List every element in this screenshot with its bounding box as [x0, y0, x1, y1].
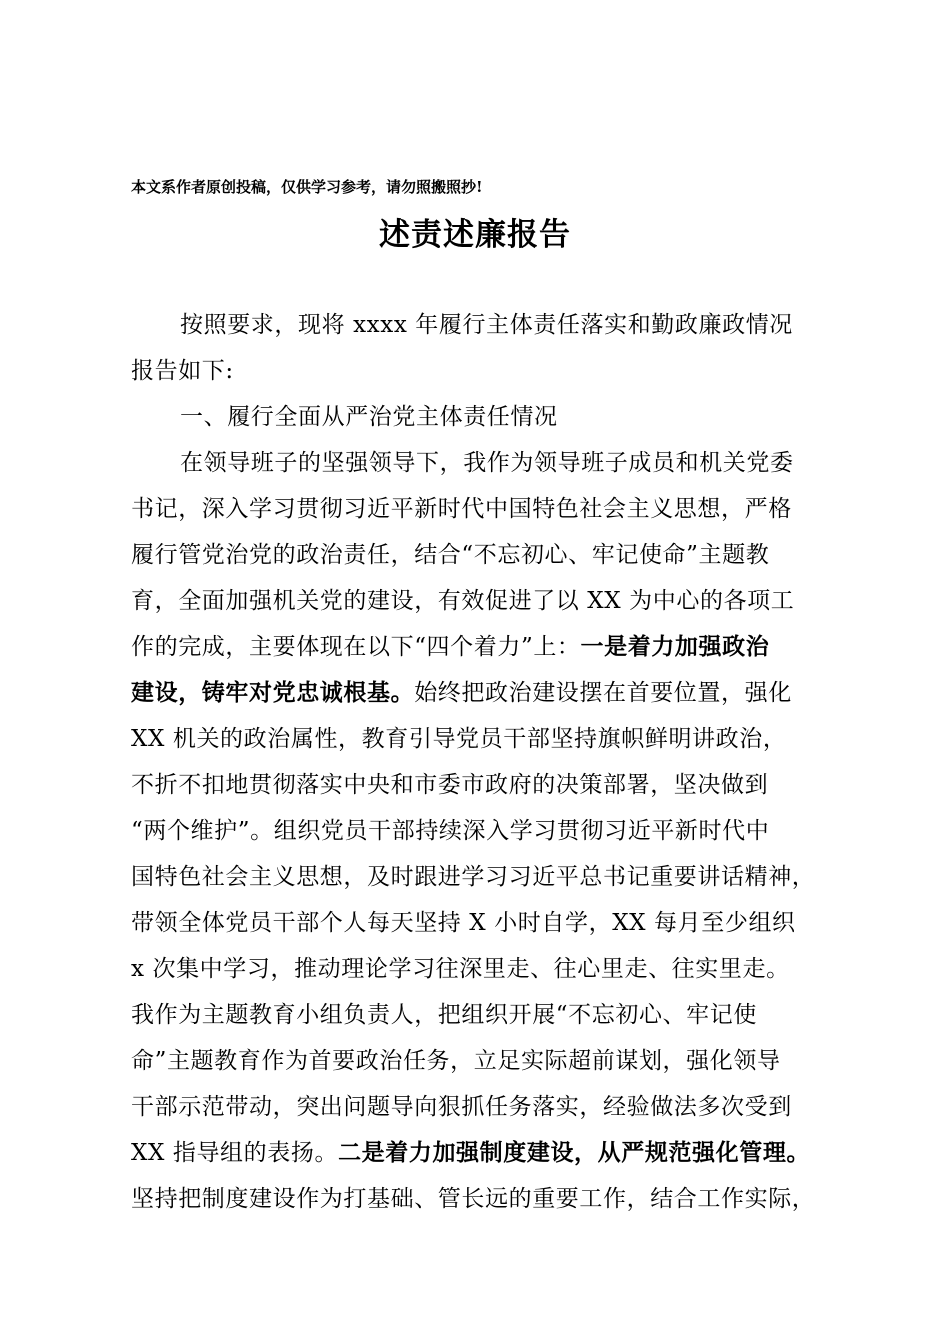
paragraph-text: XX 指导组的表扬。	[131, 1140, 339, 1166]
paragraph-line	[131, 624, 831, 670]
paragraph-line: 我作为主题教育小组负责人，把组织开展“不忘初心、牢记使	[131, 1002, 757, 1028]
paragraph-text: 作的完成，主要体现在以下“四个着力”上：	[131, 634, 581, 660]
paragraph-line	[131, 1130, 831, 1176]
intro-line-2: 报告如下:	[131, 358, 234, 384]
copyright-notice: 本文系作者原创投稿，仅供学习参考，请勿照搬照抄!	[131, 178, 483, 196]
paragraph-line: 育，全面加强机关党的建设，有效促进了以 XX 为中心的各项工	[131, 588, 795, 614]
paragraph-line: 命”主题教育作为首要政治任务，立足实际超前谋划，强化领导	[131, 1048, 781, 1074]
paragraph-line: x 次集中学习，推动理论学习往深里走、往心里走、往实里走。	[131, 956, 790, 982]
paragraph-line	[131, 670, 831, 716]
emphasis-point-2: 二是着力加强制度建设，从严规范强化管理。	[338, 1139, 811, 1166]
intro-line-1: 按照要求，现将 xxxx 年履行主体责任落实和勤政廉政情况	[180, 312, 793, 338]
paragraph-line: 带领全体党员干部个人每天坚持 X 小时自学，XX 每月至少组织	[131, 910, 796, 936]
paragraph-line: 国特色社会主义思想，及时跟进学习习近平总书记重要讲话精神，	[131, 864, 816, 890]
emphasis-point-1-cont: 建设，铸牢对党忠诚根基。	[131, 679, 415, 706]
section-heading-1: 一、履行全面从严治党主体责任情况	[180, 404, 558, 430]
paragraph-text: 始终把政治建设摆在首要位置，强化	[414, 680, 792, 706]
paragraph-line: 在领导班子的坚强领导下，我作为领导班子成员和机关党委	[180, 450, 794, 476]
paragraph-line: “两个维护”。组织党员干部持续深入学习贯彻习近平新时代中	[131, 818, 770, 844]
document-title: 述责述廉报告	[379, 217, 571, 253]
paragraph-line: 不折不扣地贯彻落实中央和市委市政府的决策部署，坚决做到	[131, 772, 769, 798]
paragraph-line: 书记，深入学习贯彻习近平新时代中国特色社会主义思想，严格	[131, 496, 792, 522]
paragraph-line: 坚持把制度建设作为打基础、管长远的重要工作，结合工作实际，	[131, 1186, 816, 1212]
paragraph-line: 履行管党治党的政治责任，结合“不忘初心、牢记使命”主题教	[131, 542, 770, 568]
document-body	[131, 302, 831, 1222]
emphasis-point-1: 一是着力加强政治	[580, 633, 770, 660]
paragraph-line: XX 机关的政治属性，教育引导党员干部坚持旗帜鲜明讲政治，	[131, 726, 787, 752]
paragraph-line: 干部示范带动，突出问题导向狠抓任务落实，经验做法多次受到	[131, 1094, 792, 1120]
